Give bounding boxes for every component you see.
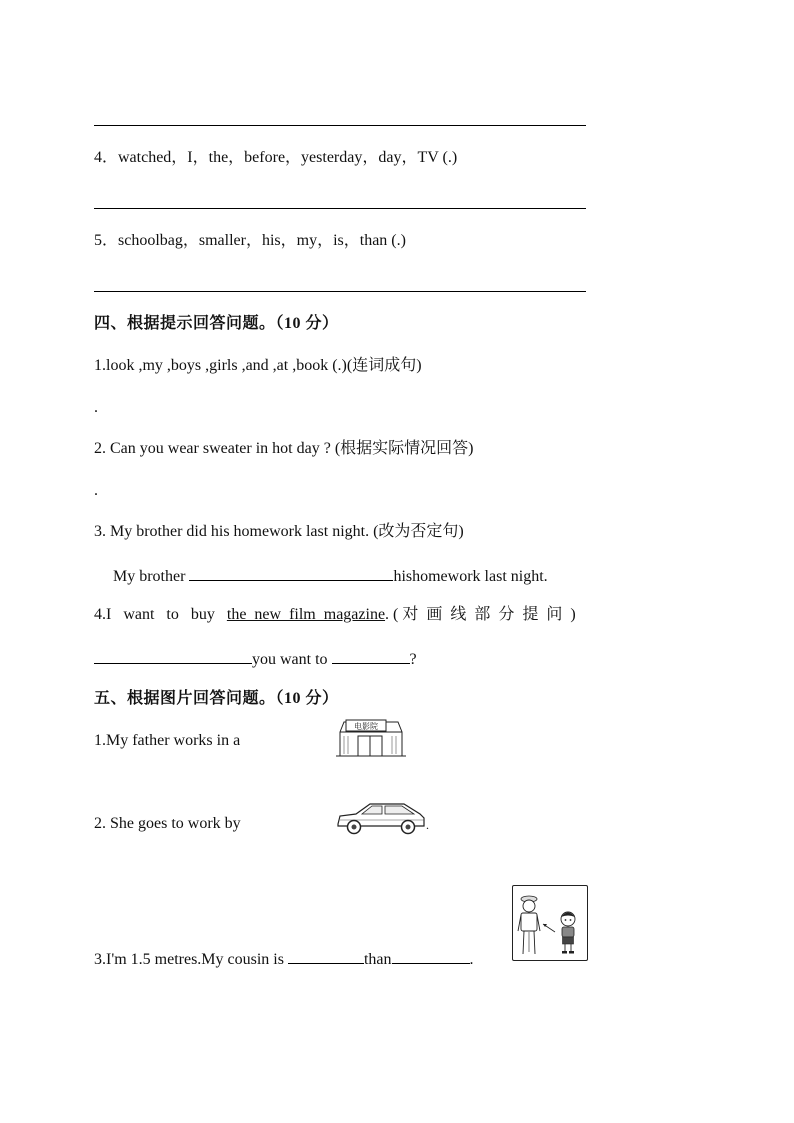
question-5-2: 2. She goes to work by [94,815,241,832]
question-4-1: 1.look ,my ,boys ,girls ,and ,at ,book (.)(连词成句) [94,357,422,374]
question-5-3-prefix: 3.I'm 1.5 metres.My cousin is [94,951,284,968]
car-picture [334,798,430,838]
answer-line-5[interactable] [94,291,586,292]
section-4-heading: 四、根据提示回答问题。（10 分） [94,315,339,332]
answer-4-2[interactable]: . [94,482,98,499]
answer-4-4-blank-1[interactable] [94,647,172,664]
answer-4-3-suffix: hishomework last night. [393,568,548,585]
answer-4-4-blank-3[interactable] [332,647,410,664]
question-5-3-end: . [469,951,474,968]
answer-4-4-end: ? [409,651,417,668]
question-3-5: 5．schoolbag，smaller，his，my，is，than (.) [94,232,406,249]
question-4-3: 3. My brother did his homework last night. (改为否定句) [94,523,464,540]
answer-4-4-middle: you want to [252,651,328,668]
answer-5-3-blank-2[interactable] [392,947,470,964]
question-5-1: 1.My father works in a [94,732,241,749]
question-4-2: 2. Can you wear sweater in hot day ? (根据实际情况回答) [94,440,474,457]
section-5-heading: 五、根据图片回答问题。（10 分） [94,690,339,707]
answer-4-4-blank-2[interactable] [172,647,252,664]
question-3-4: 4．watched，I，the，before，yesterday，day，TV (.) [94,149,458,166]
answer-4-3 [113,564,548,587]
cinema-picture [336,718,406,758]
answer-4-1[interactable]: . [94,399,98,416]
answer-4-3-blank[interactable] [189,564,393,581]
question-4-4-underlined: the new film magazine [226,606,386,623]
answer-5-3-blank-1[interactable] [288,947,364,964]
answer-line-3[interactable] [94,125,586,126]
question-5-3-middle: than [363,951,392,968]
question-4-4-suffix: . ( 对 画 线 部 分 提 问 ) [385,606,576,623]
man-and-boy-picture [512,885,588,961]
question-4-4-prefix: 4.I want to buy [94,606,215,623]
answer-line-4[interactable] [94,208,586,209]
answer-4-4 [94,647,417,670]
question-5-3 [94,947,474,970]
answer-4-3-prefix: My brother [113,568,186,585]
question-5-2-end: . [426,818,429,832]
cinema-sign-text: 电影院 [354,722,378,731]
question-4-4 [94,605,694,625]
